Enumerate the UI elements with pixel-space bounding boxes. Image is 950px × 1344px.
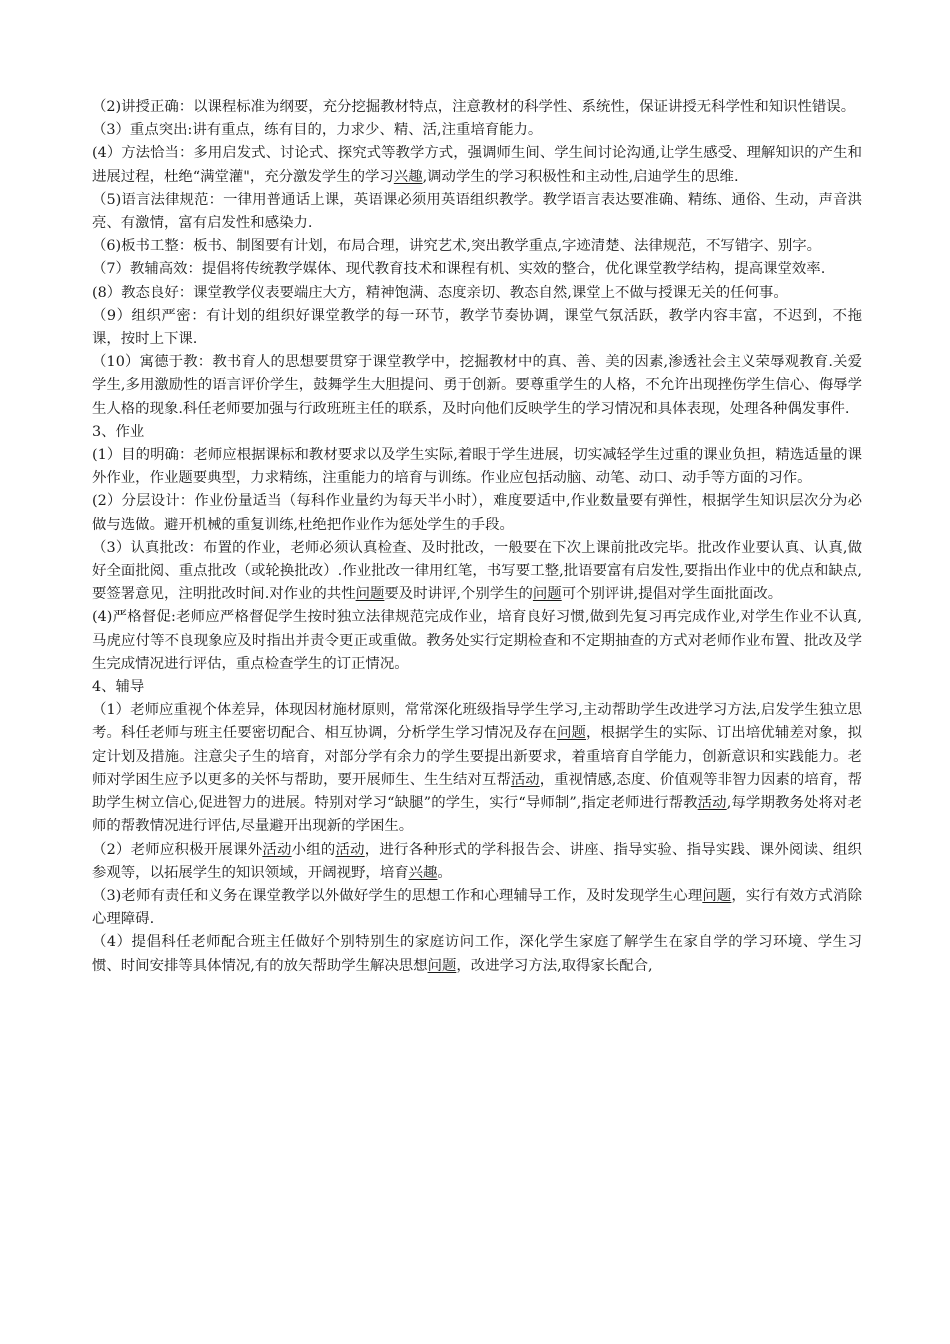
paragraph-text: 3、作业 <box>92 423 145 440</box>
paragraph-text: （3）重点突出:讲有重点，练有目的，力求少、精、活,注重培育能力。 <box>92 122 543 139</box>
paragraph <box>92 96 862 119</box>
paragraph-text: （6)板书工整：板书、制图要有计划，布局合理，讲究艺术,突出教学重点,字迹清楚、法律规范，不写错字、别字。 <box>92 238 822 255</box>
paragraph-text: （2)讲授正确：以课程标准为纲要，充分挖掘教材特点，注意教材的科学性、系统性，保证讲授无科学性和知识性错误。 <box>92 99 856 115</box>
paragraph <box>92 119 862 142</box>
paragraph <box>92 885 862 931</box>
paragraph <box>92 305 862 351</box>
paragraph <box>92 606 862 676</box>
underlined-term: 活动 <box>510 771 540 788</box>
paragraph-text: ，重视情感,态度、价值观等非智力因素的培育，帮助学生树立信心,促进智力的进展。特别对学习“缺腿”的学生，实行“导师制”,指定老师进行帮教 <box>92 771 862 812</box>
underlined-term: 问题 <box>355 586 385 603</box>
paragraph <box>92 676 862 699</box>
paragraph <box>92 699 862 838</box>
paragraph-text: （9）组织严密：有计划的组织好课堂教学的每一环节，教学节奏协调，课堂气氛活跃，教学内容丰富，不迟到，不拖课，按时上下课. <box>92 307 862 348</box>
paragraph-text: (2）分层设计：作业份量适当（每科作业量约为每天半小时），难度要适中,作业数量要有弹性，根据学生知识层次分为必做与选做。避开机械的重复训练,杜绝把作业作为惩处学生的手段。 <box>92 493 862 533</box>
paragraph-text: （3)老师有责任和义务在课堂教学以外做好学生的思想工作和心理辅导工作，及时发现学生心理 <box>92 887 703 904</box>
underlined-term: 问题 <box>702 887 732 904</box>
paragraph <box>92 189 862 235</box>
paragraph-text: （3）认真批改：布置的作业，老师必须认真检查、及时批改，一般要在下次上课前批改完毕。批改作业要认真、认真,做好全面批阅、重点批改（或轮换批改）.作业批改一律用红笔，书写要工整,批语要富有启发性,要指出作业中的优点和缺点,要签署意见，注明批改时间.对作业的共性 <box>92 539 862 603</box>
paragraph <box>92 421 862 444</box>
underlined-term: 活动 <box>697 795 727 812</box>
paragraph-text: ，实行有效方式消除心理障碍. <box>92 887 862 928</box>
paragraph-text: (8）教态良好：课堂教学仪表要端庄大方，精神饱满、态度亲切、教态自然,课堂上不做与授课无关的任何事。 <box>92 284 788 301</box>
paragraph-text: ，改进学习方法,取得家长配合, <box>456 957 653 974</box>
paragraph-text: （10）寓德于教：教书育人的思想要贯穿于课堂教学中，挖掘教材中的真、善、美的因素,渗透社会主义荣辱观教育.关爱学生,多用激励性的语言评价学生，鼓舞学生大胆提问、勇于创新。要尊重学生的人格，不允许出现挫伤学生信心、侮辱学生人格的现象.科任老师要加强与行政班班主任的联系，及时向他们反映学生的学习情况和具体表现，处理各种偶发事件. <box>92 354 862 417</box>
paragraph-text: ,调动学生的学习积极性和主动性,启迪学生的思维. <box>422 168 739 185</box>
paragraph <box>92 282 862 305</box>
underlined-term: 问题 <box>556 725 587 742</box>
paragraph-text: 可个别评讲,提倡对学生面批面改。 <box>561 586 783 603</box>
paragraph-text: （2）老师应积极开展课外 <box>92 841 263 858</box>
underlined-term: 问题 <box>427 957 457 974</box>
underlined-term: 兴趣 <box>393 168 423 185</box>
paragraph <box>92 258 862 281</box>
underlined-term: 问题 <box>532 586 562 603</box>
paragraph-text: (4)严格督促:老师应严格督促学生按时独立法律规范完成作业，培育良好习惯,做到先复习再完成作业,对学生作业不认真,马虎应付等不良现象应及时指出并责令更正或重做。教务处实行定期检查和不定期抽查的方式对老师作业布置、批改及学生完成情况进行评估，重点检查学生的订正情况。 <box>92 609 862 672</box>
paragraph-text: ,每学期教务处将对老师的帮教情况进行评估,尽量避开出现新的学困生。 <box>92 795 862 835</box>
paragraph-text: （7）教辅高效：提倡将传统教学媒体、现代教育技术和课程有机、实效的整合，优化课堂教学结构，提高课堂效率. <box>92 261 826 278</box>
paragraph-text: 。 <box>437 864 452 881</box>
paragraph <box>92 931 862 977</box>
paragraph <box>92 351 862 421</box>
paragraph <box>92 490 862 536</box>
paragraph-text: （1）老师应重视个体差异，体现因材施材原则，常常深化班级指导学生学习,主动帮助学生改进学习方法,启发学生独立思考。科任老师与班主任要密切配合、相互协调，分析学生学习情况及存在 <box>92 702 862 742</box>
paragraph-text: （4）提倡科任老师配合班主任做好个别特别生的家庭访问工作，深化学生家庭了解学生在家自学的学习环境、学生习惯、时间安排等具体情况,有的放矢帮助学生解决思想 <box>92 934 862 974</box>
underlined-term: 活动 <box>262 841 292 858</box>
paragraph <box>92 839 862 885</box>
underlined-term: 活动 <box>335 841 365 858</box>
paragraph <box>92 235 862 258</box>
paragraph <box>92 142 862 188</box>
paragraph-text: (4）方法恰当：多用启发式、讨论式、探究式等教学方式，强调师生间、学生间讨论沟通,让学生感受、理解知识的产生和进展过程，杜绝“满堂灌"，充分激发学生的学习 <box>92 145 862 185</box>
paragraph-text: (1）目的明确：老师应根据课标和教材要求以及学生实际,着眼于学生进展，切实减轻学生过重的课业负担，精选适量的课外作业，作业题要典型，力求精练，注重能力的培育与训练。作业应包括动脑、动笔、动口、动手等方面的习作。 <box>92 447 862 487</box>
paragraph-text: ，进行各种形式的学科报告会、讲座、指导实验、指导实践、课外阅读、组织参观等，以拓展学生的知识领域，开阔视野，培育 <box>92 841 862 881</box>
paragraph <box>92 444 862 490</box>
underlined-term: 兴趣 <box>408 864 438 881</box>
paragraph-text: 要及时讲评,个别学生的 <box>384 586 533 603</box>
paragraph-text: （5)语言法律规范：一律用普通话上课，英语课必须用英语组织教学。教学语言表达要准确、精练、通俗、生动，声音洪亮、有激情，富有启发性和感染力. <box>92 191 862 232</box>
paragraph-text: 4、辅导 <box>92 679 145 696</box>
document-body <box>92 96 862 978</box>
paragraph-text: ，根据学生的实际、订出培优辅差对象，拟定计划及措施。注意尖子生的培育，对部分学有余力的学生要提出新要求，着重培育自学能力，创新意识和实践能力。老师对学困生应予以更多的关怀与帮助，要开展师生、生生结对互帮 <box>92 725 862 788</box>
paragraph <box>92 537 862 607</box>
paragraph-text: 小组的 <box>291 841 336 858</box>
